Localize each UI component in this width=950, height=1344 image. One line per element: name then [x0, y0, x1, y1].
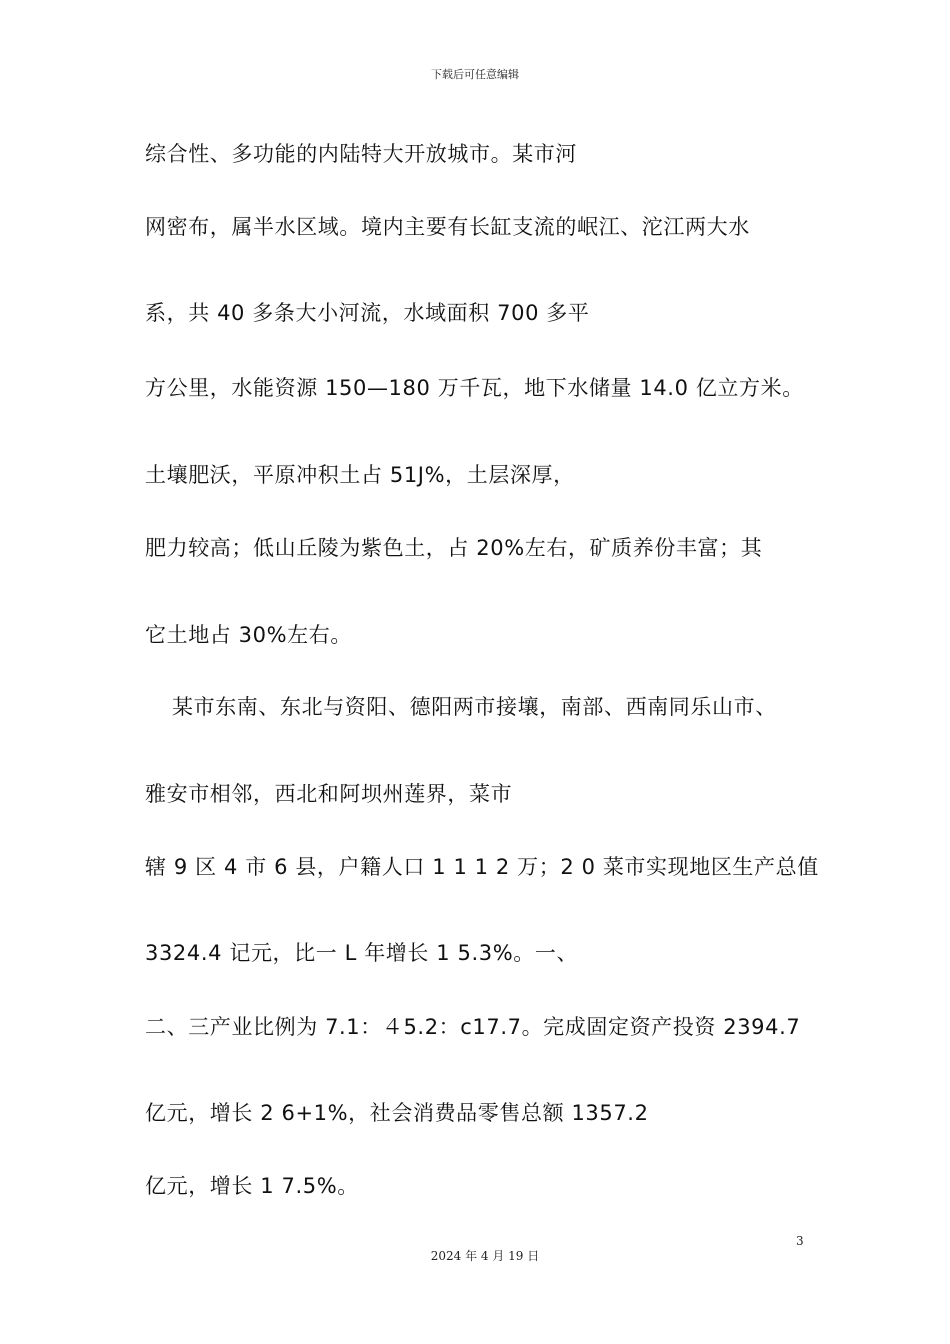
body-line: 综合性、多功能的内陆特大开放城市。某市河: [145, 142, 577, 166]
body-line: 土壤肥沃，平原冲积土占 51J%，土层深厚，: [145, 463, 575, 487]
body-line: 方公里，水能资源 150—180 万千瓦，地下水储量 14.0 亿立方米。: [145, 376, 804, 400]
body-line: 亿元，增长 1 7.5%。: [145, 1174, 359, 1198]
page-number: 3: [796, 1234, 804, 1248]
footer-date: 2024 年 4 月 19 日: [430, 1249, 540, 1263]
body-line: 它土地占 30%左右。: [145, 623, 352, 647]
page-header: 下载后可任意编辑: [431, 68, 519, 81]
paragraph-first-line: 某市东南、东北与资阳、德阳两市接壤，南部、西南同乐山市、: [172, 695, 777, 719]
body-line: 系，共 40 多条大小河流，水域面积 700 多平: [145, 301, 590, 325]
body-line: 网密布，属半水区域。境内主要有长缸支流的岷江、沱江两大水: [145, 215, 750, 239]
body-line: 二、三产业比例为 7.1：４5.2：c17.7。完成固定资产投资 2394.7: [145, 1015, 801, 1039]
body-line: 亿元，增长 2 6+1%，社会消费品零售总额 1357.2: [145, 1101, 649, 1125]
body-line: 辖 9 区 4 市 6 县，户籍人口 1 1 1 2 万；2 0 菜市实现地区生产总值: [145, 855, 819, 879]
body-line: 雅安市相邻，西北和阿坝州莲界，菜市: [145, 782, 513, 806]
body-line: 3324.4 记元，比一 L 年增长 1 5.3%。一、: [145, 941, 579, 965]
body-line: 肥力较高；低山丘陵为紫色土，占 20%左右，矿质养份丰富；其: [145, 536, 763, 560]
